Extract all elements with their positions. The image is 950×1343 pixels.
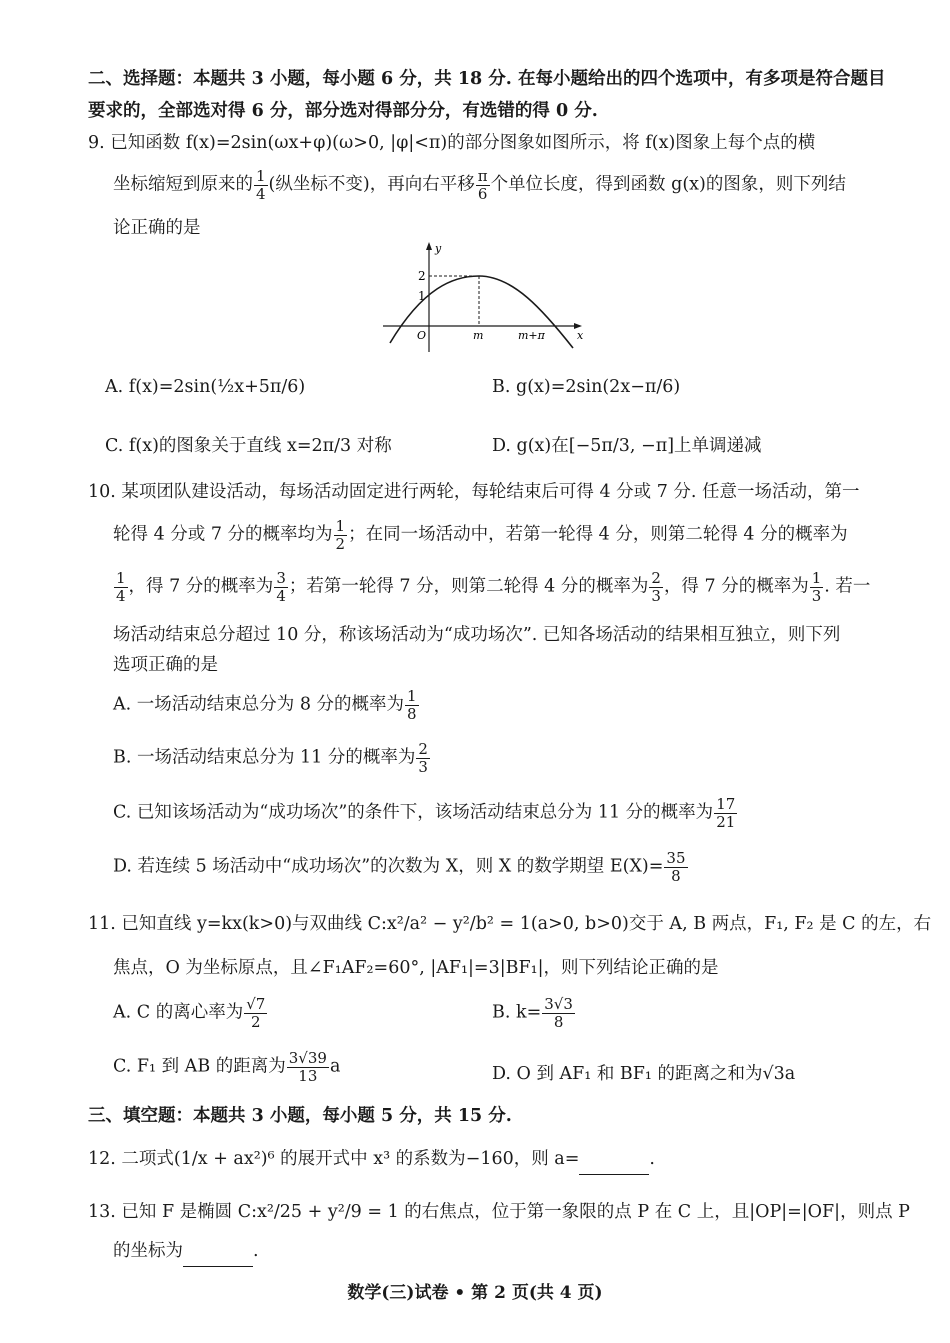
q13-ellipse-eq: x²/25 + y²/9 = 1 bbox=[257, 1202, 399, 1222]
graph-tick-2: 2 bbox=[418, 269, 426, 283]
q10-option-b[interactable]: B. 一场活动结束总分为 11 分的概率为 $\frac{2}{3}$ bbox=[113, 740, 428, 776]
q11-stem-line1: 11. 已知直线 y=kx(k>0)与双曲线 C:x²/a² − y²/b² = 1(a>0, b>0)交于 A, B 两点，F₁, F₂ 是 C 的左，右 bbox=[88, 914, 932, 934]
q12-answer-blank[interactable] bbox=[579, 1156, 649, 1175]
q9-option-c[interactable]: C. f(x)的图象关于直线 x=2π/3 对称 bbox=[105, 436, 392, 456]
q9-option-a[interactable]: A. f(x)=2sin(½x+5π/6) bbox=[105, 377, 306, 397]
q11-option-d[interactable]: D. O 到 AF₁ 和 BF₁ 的距离之和为√3a bbox=[492, 1064, 796, 1084]
q10-stem-line3: $\frac{1}{4}$ ，得 7 分的概率为 $\frac{3}{4}$ ；若第一轮得 7 分，则第二轮得 4 分的概率为 $\frac{2}{3}$ ，得 7 分的概率为 $\frac{1}{3}$ . 若一 bbox=[116, 569, 871, 605]
q13-answer-blank[interactable] bbox=[183, 1248, 253, 1267]
q9-sine-graph bbox=[378, 240, 588, 358]
graph-tick-m-pi: m+π bbox=[518, 329, 545, 342]
q11-option-c[interactable]: C. F₁ 到 AB 的距离为 $\frac{3√39}{13}$ a bbox=[113, 1049, 341, 1085]
q11-option-b[interactable]: B. k= $\frac{3√3}{8}$ bbox=[492, 995, 573, 1031]
y-axis-arrow bbox=[426, 242, 432, 250]
q12-binomial-expr: (1/x + ax²)⁶ bbox=[173, 1149, 275, 1169]
q10-stem-line1: 10. 某项团队建设活动，每场活动固定进行两轮，每轮结束后可得 4 分或 7 分. 任意一场活动，第一 bbox=[88, 482, 860, 502]
graph-tick-1: 1 bbox=[418, 289, 426, 303]
page-footer: 数学(三)试卷 • 第 2 页(共 4 页) bbox=[347, 1283, 603, 1303]
q9-option-b[interactable]: B. g(x)=2sin(2x−π/6) bbox=[492, 377, 681, 397]
section2-header-line1: 二、选择题：本题共 3 小题，每小题 6 分，共 18 分. 在每小题给出的四个选项中，有多项是符合题目 bbox=[88, 69, 886, 89]
q11-option-a[interactable]: A. C 的离心率为 $\frac{√7}{2}$ bbox=[113, 995, 266, 1031]
q10-stem-line5: 选项正确的是 bbox=[113, 655, 218, 675]
section2-header-line2: 要求的，全部选对得 6 分，部分选对得部分分，有选错的得 0 分. bbox=[88, 101, 598, 121]
q13-stem-line2: 的坐标为 . bbox=[113, 1236, 893, 1267]
q10-option-c[interactable]: C. 已知该场活动为“成功场次”的条件下，该场活动结束总分为 11 分的概率为 $\frac{17}{21}$ bbox=[113, 795, 736, 831]
q10-stem-line4: 场活动结束总分超过 10 分，称该场活动为“成功场次”. 已知各场活动的结果相互独立，则下列 bbox=[113, 625, 841, 645]
graph-x-label: x bbox=[577, 329, 584, 342]
graph-tick-m: m bbox=[473, 329, 484, 342]
q12-stem: 12. 二项式(1/x + ax²)⁶ 的展开式中 x³ 的系数为−160，则 a= . bbox=[88, 1144, 868, 1175]
q9-stem-line1: 9. 已知函数 f(x)=2sin(ωx+φ)(ω>0, |φ|<π)的部分图象如图所示，将 f(x)图象上每个点的横 bbox=[88, 133, 816, 153]
q10-stem-line2: 轮得 4 分或 7 分的概率均为 $\frac{1}{2}$ ；在同一场活动中，若第一轮得 4 分，则第二轮得 4 分的概率为 bbox=[113, 517, 848, 553]
q9-stem-line2: 坐标缩短到原来的 $\frac{1}{4}$ (纵坐标不变)，再向右平移 $\frac{\pi}{6}$ 个单位长度，得到函数 g(x)的图象，则下列结 bbox=[113, 167, 846, 203]
q13-stem-line1: 13. 已知 F 是椭圆 C:x²/25 + y²/9 = 1 的右焦点，位于第一象限的点 P 在 C 上，且|OP|=|OF|，则点 P bbox=[88, 1202, 910, 1222]
q9-stem-line3: 论正确的是 bbox=[113, 218, 201, 238]
q9-frac-pi6: $\frac{\pi}{6}$ bbox=[477, 167, 488, 203]
graph-y-label: y bbox=[435, 242, 442, 255]
q9-option-d[interactable]: D. g(x)在[−5π/3, −π]上单调递减 bbox=[492, 436, 762, 456]
section3-header: 三、填空题：本题共 3 小题，每小题 5 分，共 15 分. bbox=[88, 1106, 512, 1126]
q10-option-a[interactable]: A. 一场活动结束总分为 8 分的概率为 $\frac{1}{8}$ bbox=[113, 687, 417, 723]
q11-hyperbola-eq: x²/a² − y²/b² = 1 bbox=[386, 914, 531, 934]
graph-origin: O bbox=[417, 329, 427, 342]
q9-frac-quarter: $\frac{1}{4}$ bbox=[256, 167, 266, 203]
q11-stem-line2: 焦点，O 为坐标原点，且∠F₁AF₂=60°, |AF₁|=3|BF₁|，则下列结论正确的是 bbox=[113, 958, 719, 978]
q10-option-d[interactable]: D. 若连续 5 场活动中“成功场次”的次数为 X，则 X 的数学期望 E(X)= $\frac{35}{8}$ bbox=[113, 849, 686, 885]
